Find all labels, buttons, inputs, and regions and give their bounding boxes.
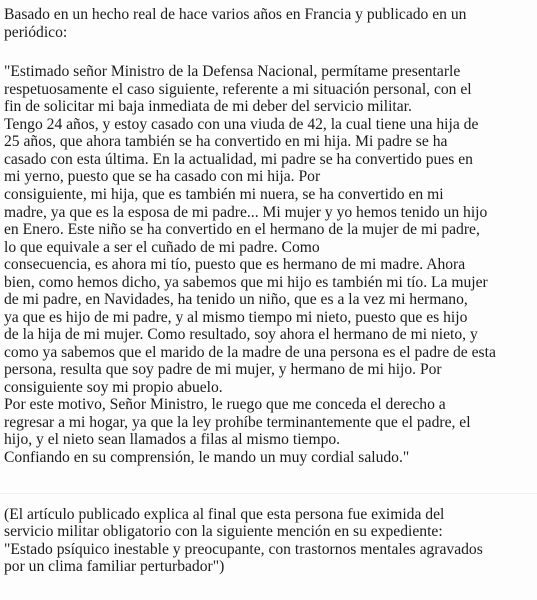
letter-line: de mi padre, en Navidades, ha tenido un niño, que es a la vez mi hermano,: [4, 291, 468, 308]
letter-line: lo que equivale a ser el cuñado de mi padre. Como: [4, 239, 320, 256]
letter-line: regresar a mi hogar, ya que la ley prohíbe terminantemente que el padre, el: [4, 414, 471, 431]
letter-line: casado con esta última. En la actualidad, mi padre se ha convertido pues en: [4, 151, 473, 168]
letter-line: respetuosamente el caso siguiente, referente a mi situación personal, con el: [4, 81, 472, 98]
letter-line: Por este motivo, Señor Ministro, le ruego que me conceda el derecho a: [4, 396, 446, 413]
letter-line: consiguiente, mi hija, que es también mi nuera, se ha convertido en mi: [4, 186, 444, 203]
letter-line: fin de solicitar mi baja inmediata de mi deber del servicio militar.: [4, 98, 412, 115]
letter-line: en Enero. Este niño se ha convertido en el hermano de la mujer de mi padre,: [4, 221, 480, 238]
letter-line: 25 años, que ahora también se ha convertido en mi hija. Mi padre se ha: [4, 133, 448, 150]
note-line: por un clima familiar perturbador"): [4, 558, 225, 575]
letter-line: de la hija de mi mujer. Como resultado, soy ahora el hermano de mi nieto, y: [4, 326, 478, 343]
letter-line: persona, resulta que soy padre de mi mujer, y hermano de mi hijo. Por: [4, 361, 442, 378]
scan-fold-line: [0, 493, 537, 494]
letter-line: como ya sabemos que el marido de la madre de una persona es el padre de esta: [4, 344, 496, 361]
letter-line: consiguiente soy mi propio abuelo.: [4, 379, 223, 396]
intro-line: periódico:: [4, 24, 68, 41]
letter-line: Tengo 24 años, y estoy casado con una viuda de 42, la cual tiene una hija de: [4, 116, 479, 133]
letter-line: Confiando en su comprensión, le mando un muy cordial saludo.": [4, 449, 410, 466]
letter-line: bien, como hemos dicho, ya sabemos que mi hijo es también mi tío. La mujer: [4, 274, 488, 291]
letter-line: madre, ya que es la esposa de mi padre... Mi mujer y yo hemos tenido un hijo: [4, 204, 488, 221]
note-line: "Estado psíquico inestable y preocupante, con trastornos mentales agravados: [4, 541, 483, 558]
letter-line: ya que es hijo de mi padre, y al mismo tiempo mi nieto, puesto que es hijo: [4, 309, 468, 326]
note-line: (El artículo publicado explica al final que esta persona fue eximida del: [4, 506, 445, 523]
note-line: servicio militar obligatorio con la siguiente mención en su expediente:: [4, 523, 443, 540]
letter-line: "Estimado señor Ministro de la Defensa Nacional, permítame presentarle: [4, 63, 461, 80]
letter-line: consecuencia, es ahora mi tío, puesto que es hermano de mi madre. Ahora: [4, 256, 466, 273]
letter-line: hijo, y el nieto sean llamados a filas al mismo tiempo.: [4, 431, 341, 448]
intro-line: Basado en un hecho real de hace varios años en Francia y publicado en un: [4, 6, 467, 23]
letter-line: mi yerno, puesto que se ha casado con mi hija. Por: [4, 168, 321, 185]
